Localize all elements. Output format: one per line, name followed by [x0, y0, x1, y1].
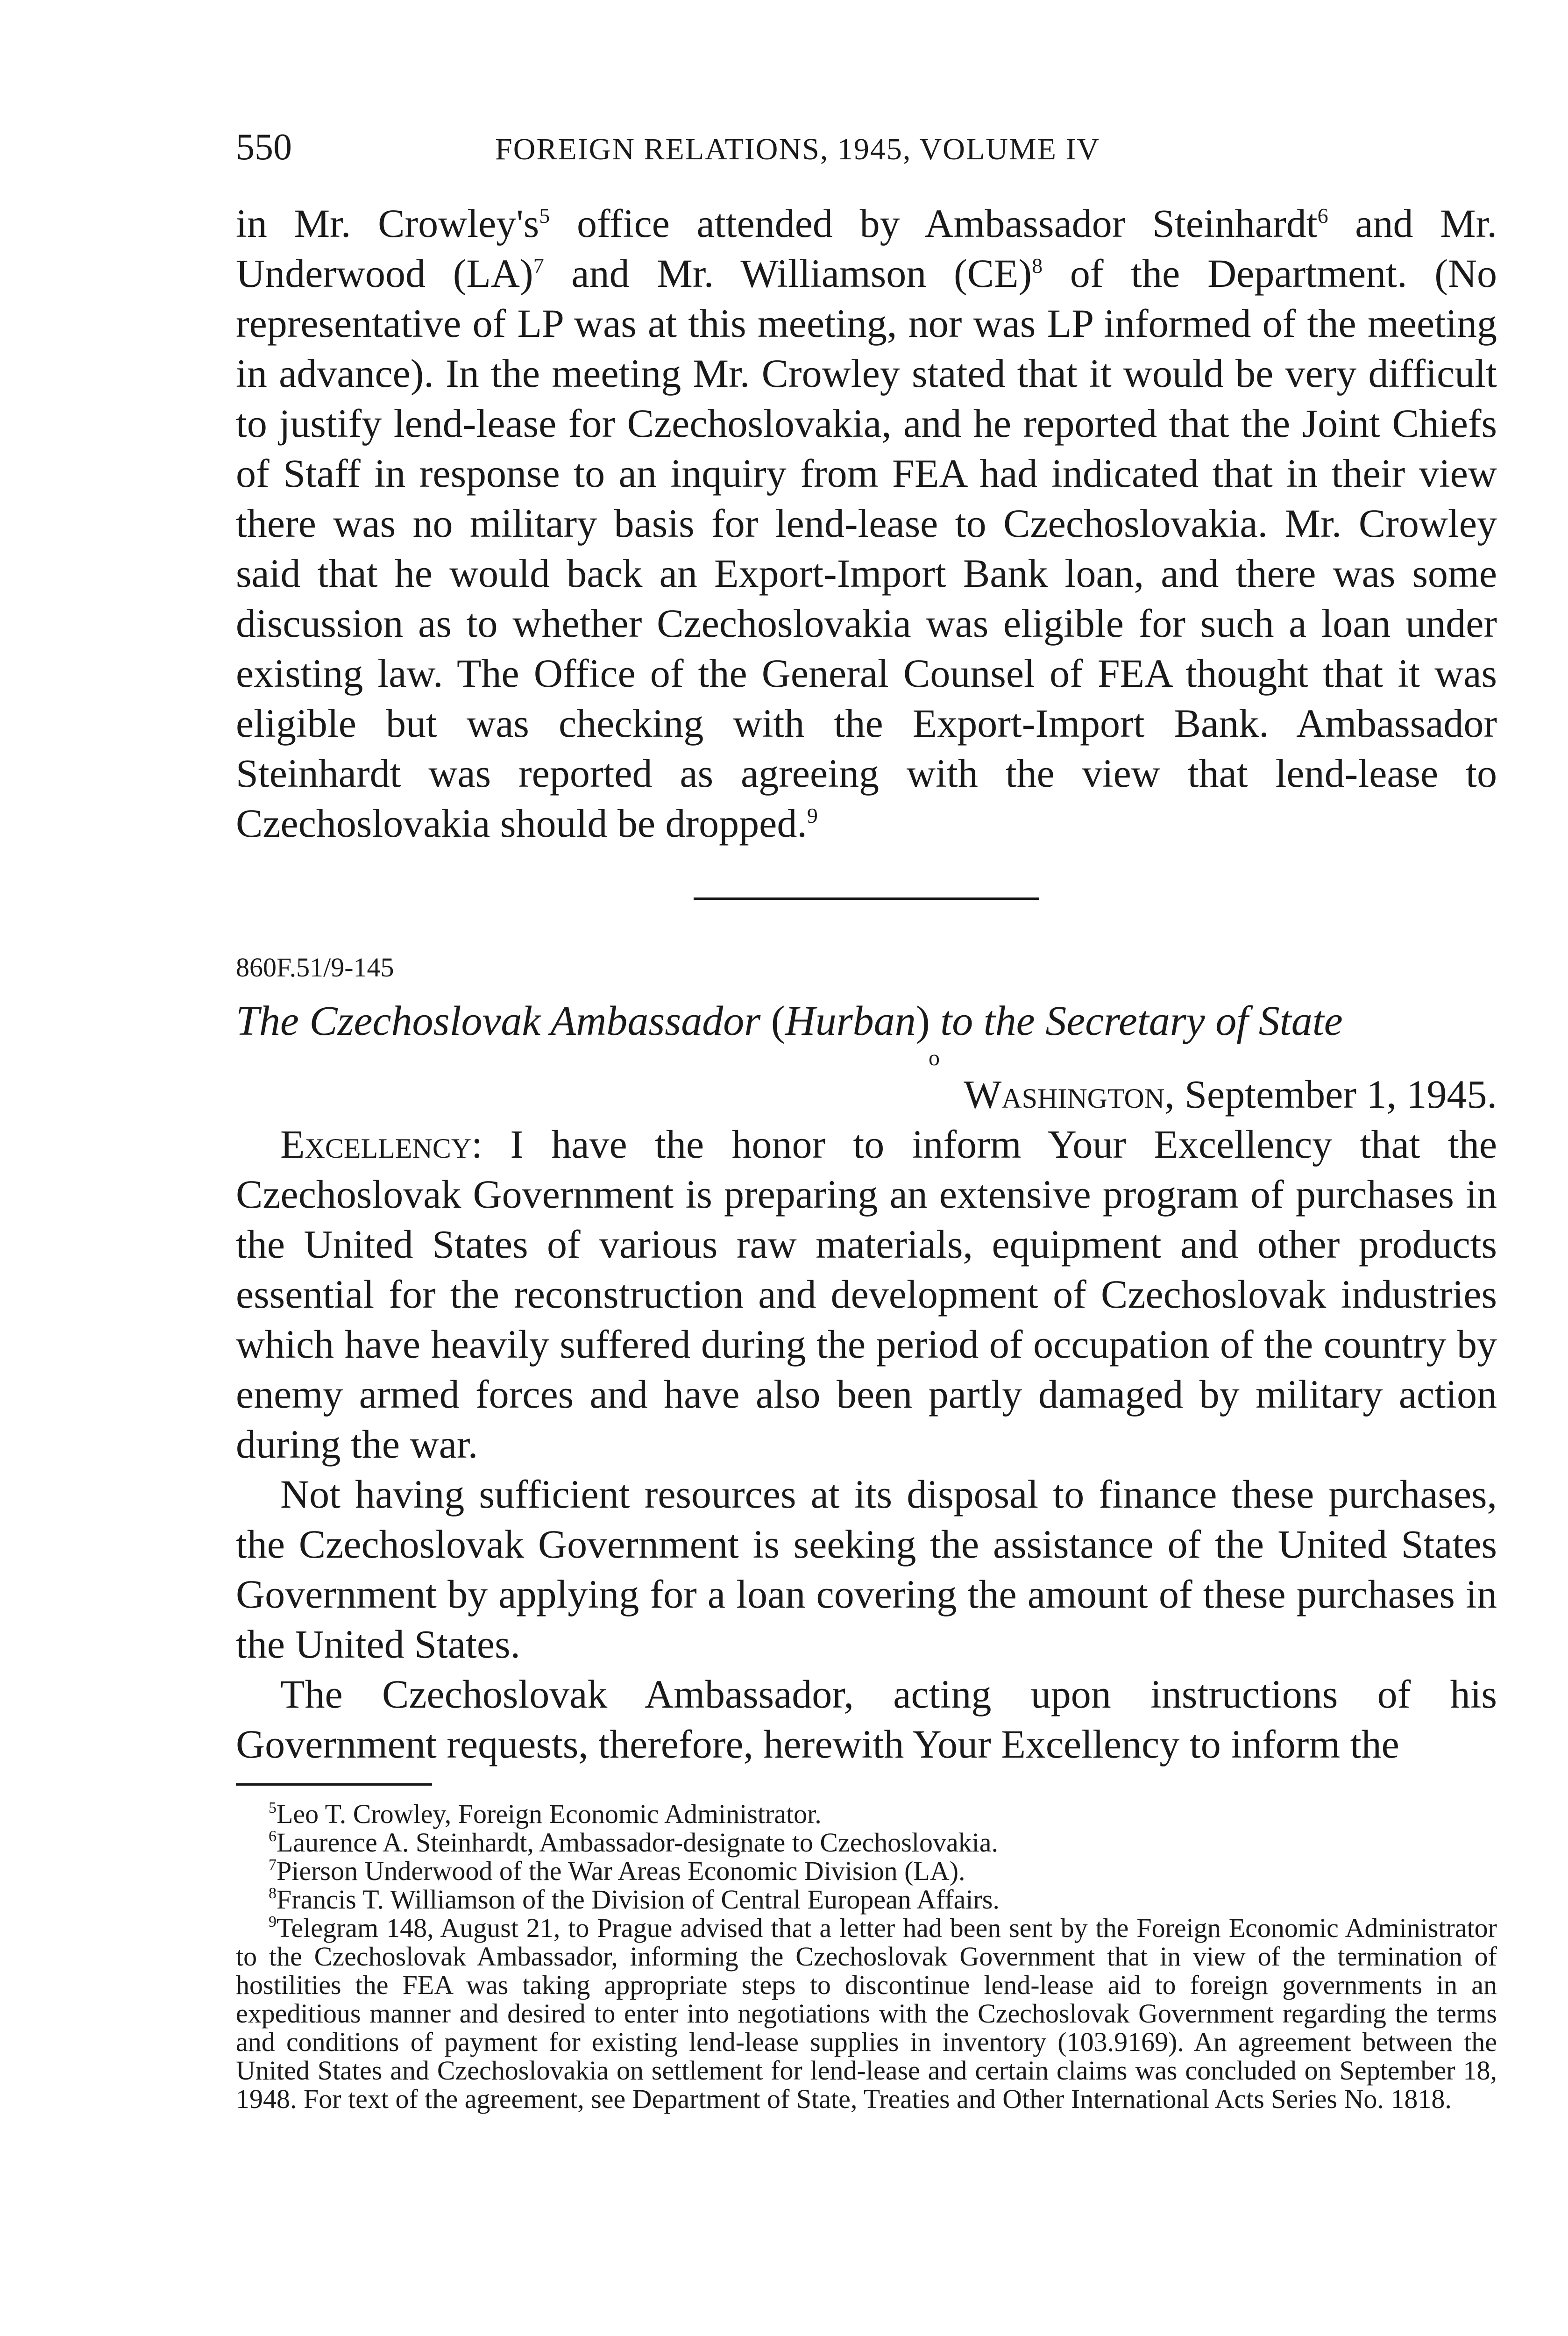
- footnote-8: [236, 1885, 1497, 1914]
- text-run: office attended by Ambassador Steinhardt: [550, 201, 1318, 246]
- footnote-text: Telegram 148, August 21, to Prague advised that a letter had been sent by the Foreign Economic Administrator to the Czechoslovak Ambassador, informing the Czechoslovak Government that in view of the termination of hostilities the FEA was taking appropriate steps to discontinue lend-lease aid to foreign governments in an expeditious manner and desired to enter into negotiations with the Czechoslovak Government regarding the terms and conditions of payment for existing lend-lease supplies in inventory (103.9169). An agreement between the United States and Czechoslovakia on settlement for lend-lease and certain claims was concluded on September 18, 1948. For text of the agreement, see Department of State, Treaties and Other International Acts Series No. 1818.: [236, 1913, 1497, 2114]
- title-name: Hurban: [785, 998, 916, 1044]
- footnote-7: [236, 1857, 1497, 1885]
- footnote-text: Pierson Underwood of the War Areas Economic Division (LA).: [277, 1856, 965, 1886]
- footnote-mark: 9: [269, 1913, 277, 1930]
- title-sender: The Czechoslovak Ambassador: [236, 998, 761, 1044]
- running-head-title: FOREIGN RELATIONS, 1945, VOLUME IV: [495, 132, 1100, 166]
- footnote-mark: 7: [269, 1856, 277, 1873]
- footnote-mark: 5: [269, 1799, 277, 1816]
- document-title: [236, 996, 1497, 1047]
- footnote-ref-9[interactable]: 9: [807, 804, 818, 827]
- running-head: [236, 126, 1497, 171]
- text-run: in Mr. Crowley's: [236, 201, 539, 246]
- document-mark: o: [929, 1046, 940, 1070]
- footnote-ref-8[interactable]: 8: [1032, 254, 1043, 278]
- text-run: I have the honor to inform Your Excellency that the Czechoslovak Government is preparing an extensive program of purchases in the United States of various raw materials, equipment and other products essential for the reconstruction and development of Czechoslovak industries which have heavily suffered during the period of occupation of the country by enemy armed forces and have also been partly damaged by military action during the war.: [236, 1122, 1497, 1467]
- text-run: and Mr. Williamson (CE): [544, 251, 1032, 296]
- salutation: Excellency: [280, 1122, 472, 1167]
- title-recipient: to the Secretary of State: [940, 998, 1343, 1044]
- footnote-text: Leo T. Crowley, Foreign Economic Administrator.: [277, 1799, 822, 1829]
- footnote-mark: 8: [269, 1885, 277, 1902]
- footnote-9: [236, 1914, 1497, 2113]
- footnote-mark: 6: [269, 1828, 277, 1845]
- footnote-divider: [236, 1783, 432, 1786]
- footnote-ref-7[interactable]: 7: [533, 254, 544, 278]
- page-number: 550: [236, 127, 292, 168]
- text-run: of the Department. (No representative of LP was at this meeting, nor was LP informed of the meeting in advance). In the meeting Mr. Crowley stated that it would be very difficult to justify lend-lease for Czechoslovakia, and he reported that the Joint Chiefs of Staff in response to an inquiry from FEA had indicated that in their view there was no military basis for lend-lease to Czechoslovakia. Mr. Crowley said that he would back an Export-Import Bank loan, and there was some discussion as to whether Czechoslovakia was eligible for such a loan under existing law. The Office of the General Counsel of FEA thought that it was eligible but was checking with the Export-Import Bank. Ambassador Steinhardt was reported as agreeing with the view that lend-lease to Czechoslovakia should be dropped.: [236, 251, 1497, 846]
- footnote-6: [236, 1828, 1497, 1857]
- text-run: and Mr. Underwood (LA): [236, 201, 1497, 296]
- continuation-paragraph: [236, 199, 1497, 848]
- title-paren: ): [915, 998, 941, 1044]
- footnote-text: Francis T. Williamson of the Division of Central European Affairs.: [277, 1884, 1000, 1915]
- document-mark-row: [236, 1047, 1497, 1069]
- dateline: [236, 1069, 1497, 1119]
- footnote-text: Laurence A. Steinhardt, Ambassador-designate to Czechoslovakia.: [277, 1827, 999, 1858]
- body-paragraph-3: The Czechoslovak Ambassador, acting upon instructions of his Government requests, therefore, herewith Your Excellency to inform the: [236, 1672, 1497, 1766]
- salutation-colon: :: [471, 1122, 483, 1167]
- footnote-ref-6[interactable]: 6: [1317, 204, 1328, 228]
- body-paragraph-1: [236, 1119, 1497, 1469]
- footnotes: [236, 1800, 1497, 2113]
- section-divider: [694, 897, 1039, 900]
- document-page: [236, 126, 1497, 2113]
- body-paragraph-2: Not having sufficient resources at its disposal to finance these purchases, the Czechoslovak Government is seeking the assistance of the United States Government by applying for a loan covering the amount of these purchases in the United States.: [236, 1472, 1497, 1667]
- footnote-ref-5[interactable]: 5: [539, 204, 550, 228]
- footnote-5: [236, 1800, 1497, 1828]
- dateline-place: Washington: [964, 1072, 1165, 1117]
- file-number: 860F.51/9-145: [236, 952, 394, 983]
- title-paren: (: [760, 998, 785, 1044]
- dateline-date: , September 1, 1945.: [1164, 1072, 1497, 1117]
